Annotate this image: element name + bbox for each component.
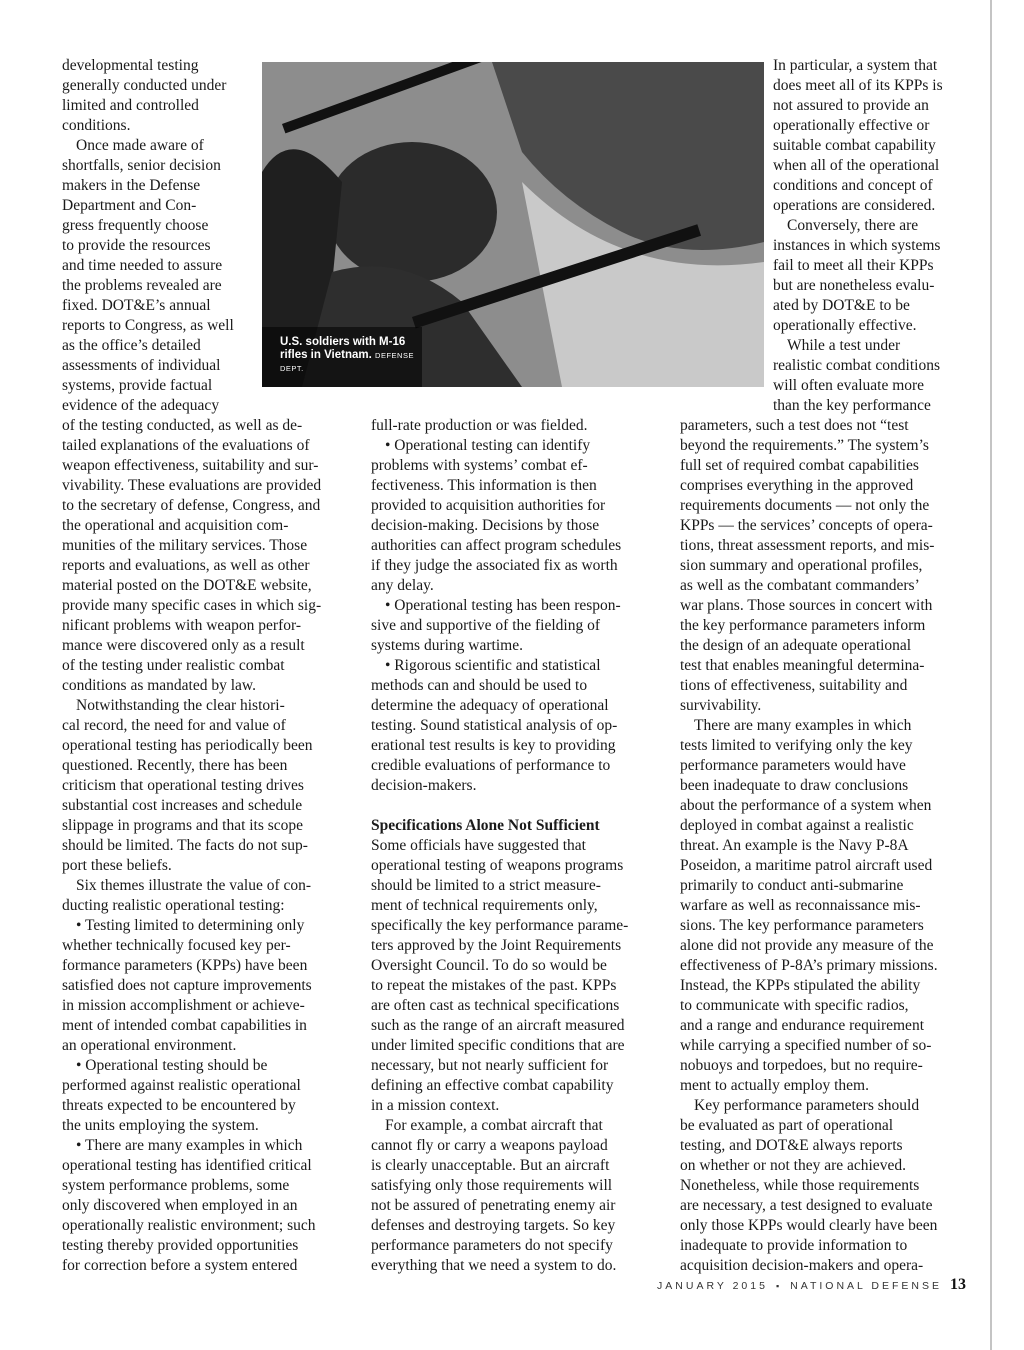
- text-line: than the key performance: [773, 397, 931, 414]
- text-line: threats expected to be encountered by: [62, 1097, 296, 1114]
- text-line: about the performance of a system when: [680, 797, 932, 814]
- text-line: ment of intended combat capabilities in: [62, 1017, 307, 1034]
- text-line: to communicate with specific radios,: [680, 997, 909, 1014]
- text-line: suitable combat capability: [773, 137, 936, 154]
- text-line: developmental testing: [62, 57, 199, 74]
- text-line: cal record, the need for and value of: [62, 717, 286, 734]
- photo-credit: DEFENSE DEPT.: [280, 351, 414, 373]
- text-line: not assured to provide an: [773, 97, 929, 114]
- text-line: decision-makers.: [371, 777, 477, 794]
- text-line: operations are considered.: [773, 197, 936, 214]
- text-line: on whether or not they are achieved.: [680, 1157, 906, 1174]
- text-line: not be assured of penetrating enemy air: [371, 1197, 616, 1214]
- text-line: operational testing of weapons programs: [371, 857, 624, 874]
- text-line: an operational environment.: [62, 1037, 237, 1054]
- text-line: systems, provide factual: [62, 377, 213, 394]
- paragraph: [62, 876, 352, 916]
- text-line: cannot fly or carry a weapons payload: [371, 1137, 608, 1154]
- text-line: credible evaluations of performance to: [371, 757, 611, 774]
- text-line: generally conducted under: [62, 77, 227, 94]
- text-line: gress frequently choose: [62, 217, 209, 234]
- text-line: operational testing has periodically been: [62, 737, 313, 754]
- text-line: Nonetheless, while those requirements: [680, 1177, 920, 1194]
- text-line: erational test results is key to providing: [371, 737, 616, 754]
- text-line: systems during wartime.: [371, 637, 523, 654]
- text-line: instances in which systems: [773, 237, 941, 254]
- column-1-narrow: [62, 56, 258, 416]
- page-footer: [657, 1276, 966, 1294]
- helmet-shape: [327, 142, 497, 282]
- column-1-wide: [62, 416, 352, 1276]
- text-line: • There are many examples in which: [76, 1137, 303, 1154]
- spacer: [371, 796, 661, 816]
- text-line: For example, a combat aircraft that: [385, 1117, 603, 1134]
- text-line: ters approved by the Joint Requirements: [371, 937, 622, 954]
- bullet-item: [371, 436, 661, 596]
- text-line: munities of the military services. Those: [62, 537, 308, 554]
- text-line: primarily to conduct anti-submarine: [680, 877, 904, 894]
- text-line: operationally realistic environment; such: [62, 1217, 316, 1234]
- text-line: should be limited to a strict measure-: [371, 877, 601, 894]
- text-line: assessments of individual: [62, 357, 221, 374]
- text-line: specifically the key performance parame-: [371, 917, 629, 934]
- text-line: under limited specific conditions that are: [371, 1037, 625, 1054]
- text-line: inadequate to provide information to: [680, 1237, 908, 1254]
- text-line: • Operational testing can identify: [385, 437, 591, 454]
- text-line: to provide the resources: [62, 237, 211, 254]
- text-line: In particular, a system that: [773, 57, 938, 74]
- text-line: effectiveness of P-8A’s primary missions.: [680, 957, 938, 974]
- text-line: formance parameters (KPPs) have been: [62, 957, 308, 974]
- paragraph: [773, 216, 973, 336]
- footer-separator: ▪: [775, 1281, 783, 1291]
- text-line: conditions as mandated by law.: [62, 677, 256, 694]
- paragraph: [773, 56, 973, 216]
- text-line: Oversight Council. To do so would be: [371, 957, 607, 974]
- text-line: • Operational testing should be: [76, 1057, 268, 1074]
- text-line: decision-making. Decisions by those: [371, 517, 600, 534]
- text-line: realistic combat conditions: [773, 357, 941, 374]
- photo-soldiers-m16: [262, 62, 764, 387]
- text-line: only those KPPs would clearly have been: [680, 1217, 938, 1234]
- text-line: • Rigorous scientific and statistical: [385, 657, 601, 674]
- text-line: the design of an adequate operational: [680, 637, 912, 654]
- text-line: operationally effective.: [773, 317, 917, 334]
- text-line: determine the adequacy of operational: [371, 697, 609, 714]
- text-line: Poseidon, a maritime patrol aircraft used: [680, 857, 933, 874]
- text-line: are often cast as technical specifications: [371, 997, 620, 1014]
- paragraph: [371, 416, 661, 436]
- text-line: operationally effective or: [773, 117, 930, 134]
- text-line: testing thereby provided opportunities: [62, 1237, 299, 1254]
- text-line: the key performance parameters inform: [680, 617, 926, 634]
- text-line: tests limited to verifying only the key: [680, 737, 913, 754]
- text-line: as well as the combatant commanders’: [680, 577, 920, 594]
- paragraph: [680, 716, 975, 1096]
- text-line: comprises everything in the approved: [680, 477, 914, 494]
- text-line: sion summary and operational profiles,: [680, 557, 923, 574]
- text-line: satisfied does not capture improvements: [62, 977, 312, 994]
- text-line: slippage in programs and that its scope: [62, 817, 304, 834]
- page-edge-rule: [990, 0, 992, 1350]
- photo-caption: [280, 336, 430, 375]
- text-line: Notwithstanding the clear histori-: [76, 697, 285, 714]
- text-line: of the testing conducted, as well as de-: [62, 417, 303, 434]
- text-line: evidence of the adequacy: [62, 397, 220, 414]
- text-line: are necessary, a test designed to evaluate: [680, 1197, 933, 1214]
- text-line: defenses and destroying targets. So key: [371, 1217, 616, 1234]
- text-line: requirements documents — not only the: [680, 497, 930, 514]
- text-line: mance were discovered only as a result: [62, 637, 305, 654]
- text-line: of the testing under realistic combat: [62, 657, 285, 674]
- text-line: alone did not provide any measure of the: [680, 937, 934, 954]
- text-line: limited and controlled: [62, 97, 199, 114]
- text-line: fixed. DOT&E’s annual: [62, 297, 211, 314]
- text-line: testing. Sound statistical analysis of op-: [371, 717, 618, 734]
- column-2: [371, 416, 661, 1276]
- text-line: but are nonetheless evalu-: [773, 277, 935, 294]
- text-line: war plans. Those sources in concert with: [680, 597, 933, 614]
- text-line: parameters, such a test does not “test: [680, 417, 909, 434]
- text-line: and time needed to assure: [62, 257, 223, 274]
- text-line: Once made aware of: [76, 137, 204, 154]
- text-line: authorities can affect program schedules: [371, 537, 622, 554]
- text-line: performance parameters do not specify: [371, 1237, 613, 1254]
- text-line: material posted on the DOT&E website,: [62, 577, 312, 594]
- text-line: as the office’s detailed: [62, 337, 201, 354]
- paragraph: [62, 56, 258, 136]
- text-line: testing, and DOT&E always reports: [680, 1137, 903, 1154]
- text-line: full-rate production or was fielded.: [371, 417, 588, 434]
- bullet-item: [371, 596, 661, 656]
- text-line: tions of effectiveness, suitability and: [680, 677, 908, 694]
- text-line: weapon effectiveness, suitability and sur-: [62, 457, 319, 474]
- text-line: and a range and endurance requirement: [680, 1017, 924, 1034]
- text-line: criticism that operational testing drives: [62, 777, 304, 794]
- text-line: in a mission context.: [371, 1097, 500, 1114]
- text-line: system performance problems, some: [62, 1177, 290, 1194]
- text-line: any delay.: [371, 577, 434, 594]
- text-line: test that enables meaningful determina-: [680, 657, 925, 674]
- text-line: tailed explanations of the evaluations of: [62, 437, 310, 454]
- text-line: for correction before a system entered: [62, 1257, 298, 1274]
- text-line: ducting realistic operational testing:: [62, 897, 285, 914]
- text-line: tions, threat assessment reports, and mis-: [680, 537, 935, 554]
- text-line: port these beliefs.: [62, 857, 172, 874]
- text-line: the operational and acquisition com-: [62, 517, 289, 534]
- paragraph: [62, 136, 258, 416]
- caption-text: U.S. soldiers with M-16 rifles in Vietnam.: [280, 336, 406, 361]
- bullet-item: [62, 916, 352, 1056]
- text-line: full set of required combat capabilities: [680, 457, 919, 474]
- text-line: provide many specific cases in which sig-: [62, 597, 322, 614]
- text-line: substantial cost increases and schedule: [62, 797, 303, 814]
- text-line: whether technically focused key per-: [62, 937, 291, 954]
- text-line: deployed in combat against a realistic: [680, 817, 914, 834]
- text-line: While a test under: [787, 337, 901, 354]
- text-line: everything that we need a system to do.: [371, 1257, 617, 1274]
- text-line: beyond the requirements.” The system’s: [680, 437, 929, 454]
- text-line: such as the range of an aircraft measured: [371, 1017, 625, 1034]
- text-line: performance parameters would have: [680, 757, 906, 774]
- text-line: methods can and should be used to: [371, 677, 588, 694]
- text-line: does meet all of its KPPs is: [773, 77, 943, 94]
- text-line: should be limited. The facts do not sup-: [62, 837, 308, 854]
- bullet-item: [371, 656, 661, 796]
- section-heading: Specifications Alone Not Sufficient: [371, 817, 600, 834]
- text-line: operational testing has identified critical: [62, 1157, 312, 1174]
- text-line: threat. An example is the Navy P-8A: [680, 837, 909, 854]
- text-line: conditions.: [62, 117, 131, 134]
- text-line: reports and evaluations, as well as other: [62, 557, 310, 574]
- text-line: will often evaluate more: [773, 377, 925, 394]
- text-line: survivability.: [680, 697, 762, 714]
- column-3-narrow: [773, 56, 973, 416]
- text-line: shortfalls, senior decision: [62, 157, 221, 174]
- text-line: • Testing limited to determining only: [76, 917, 305, 934]
- text-line: defining an effective combat capability: [371, 1077, 614, 1094]
- text-line: is clearly unacceptable. But an aircraft: [371, 1157, 610, 1174]
- text-line: be evaluated as part of operational: [680, 1117, 894, 1134]
- text-line: There are many examples in which: [694, 717, 912, 734]
- text-line: in mission accomplishment or achieve-: [62, 997, 305, 1014]
- text-line: the units employing the system.: [62, 1117, 259, 1134]
- page-number: 13: [950, 1276, 966, 1293]
- bullet-item: [62, 1056, 352, 1136]
- text-line: Six themes illustrate the value of con-: [76, 877, 312, 894]
- text-line: conditions and concept of: [773, 177, 933, 194]
- text-line: reports to Congress, as well: [62, 317, 234, 334]
- text-line: ated by DOT&E to be: [773, 297, 910, 314]
- text-line: nificant problems with weapon perfor-: [62, 617, 302, 634]
- text-line: Department and Con-: [62, 197, 197, 214]
- text-line: been inadequate to draw conclusions: [680, 777, 909, 794]
- text-line: Key performance parameters should: [694, 1097, 920, 1114]
- text-line: sive and supportive of the fielding of: [371, 617, 601, 634]
- text-line: ment of technical requirements only,: [371, 897, 598, 914]
- footer-issue: JANUARY 2015: [657, 1280, 768, 1292]
- text-line: acquisition decision-makers and opera-: [680, 1257, 924, 1274]
- text-line: vivability. These evaluations are provided: [62, 477, 322, 494]
- paragraph: [773, 336, 973, 416]
- text-line: fail to meet all their KPPs: [773, 257, 934, 274]
- text-line: satisfying only those requirements will: [371, 1177, 613, 1194]
- text-line: Conversely, there are: [787, 217, 919, 234]
- text-line: performed against realistic operational: [62, 1077, 301, 1094]
- text-line: questioned. Recently, there has been: [62, 757, 288, 774]
- text-line: nobuoys and torpedoes, but no require-: [680, 1057, 923, 1074]
- text-line: Instead, the KPPs stipulated the ability: [680, 977, 921, 994]
- text-line: while carrying a specified number of so-: [680, 1037, 932, 1054]
- paragraph: [371, 1116, 661, 1276]
- text-line: problems with systems’ combat ef-: [371, 457, 588, 474]
- paragraph: [371, 836, 661, 1116]
- footer-publication: NATIONAL DEFENSE: [790, 1280, 942, 1292]
- text-line: the problems revealed are: [62, 277, 222, 294]
- text-line: fectiveness. This information is then: [371, 477, 597, 494]
- text-line: makers in the Defense: [62, 177, 201, 194]
- text-line: • Operational testing has been respon-: [385, 597, 621, 614]
- text-line: provided to acquisition authorities for: [371, 497, 606, 514]
- text-line: when all of the operational: [773, 157, 940, 174]
- text-line: necessary, but not nearly sufficient for: [371, 1057, 609, 1074]
- bullet-item: [62, 1136, 352, 1276]
- column-3-wide: [680, 416, 975, 1276]
- text-line: KPPs — the services’ concepts of opera-: [680, 517, 933, 534]
- text-line: only discovered when employed in an: [62, 1197, 298, 1214]
- text-line: ment to actually employ them.: [680, 1077, 869, 1094]
- paragraph: [62, 696, 352, 876]
- text-line: to repeat the mistakes of the past. KPPs: [371, 977, 617, 994]
- paragraph: [62, 416, 352, 696]
- paragraph: [680, 1096, 975, 1276]
- text-line: to the secretary of defense, Congress, and: [62, 497, 321, 514]
- text-line: Some officials have suggested that: [371, 837, 586, 854]
- paragraph: [680, 416, 975, 716]
- text-line: sions. The key performance parameters: [680, 917, 924, 934]
- text-line: if they judge the associated fix as worth: [371, 557, 618, 574]
- text-line: warfare as well as reconnaissance mis-: [680, 897, 921, 914]
